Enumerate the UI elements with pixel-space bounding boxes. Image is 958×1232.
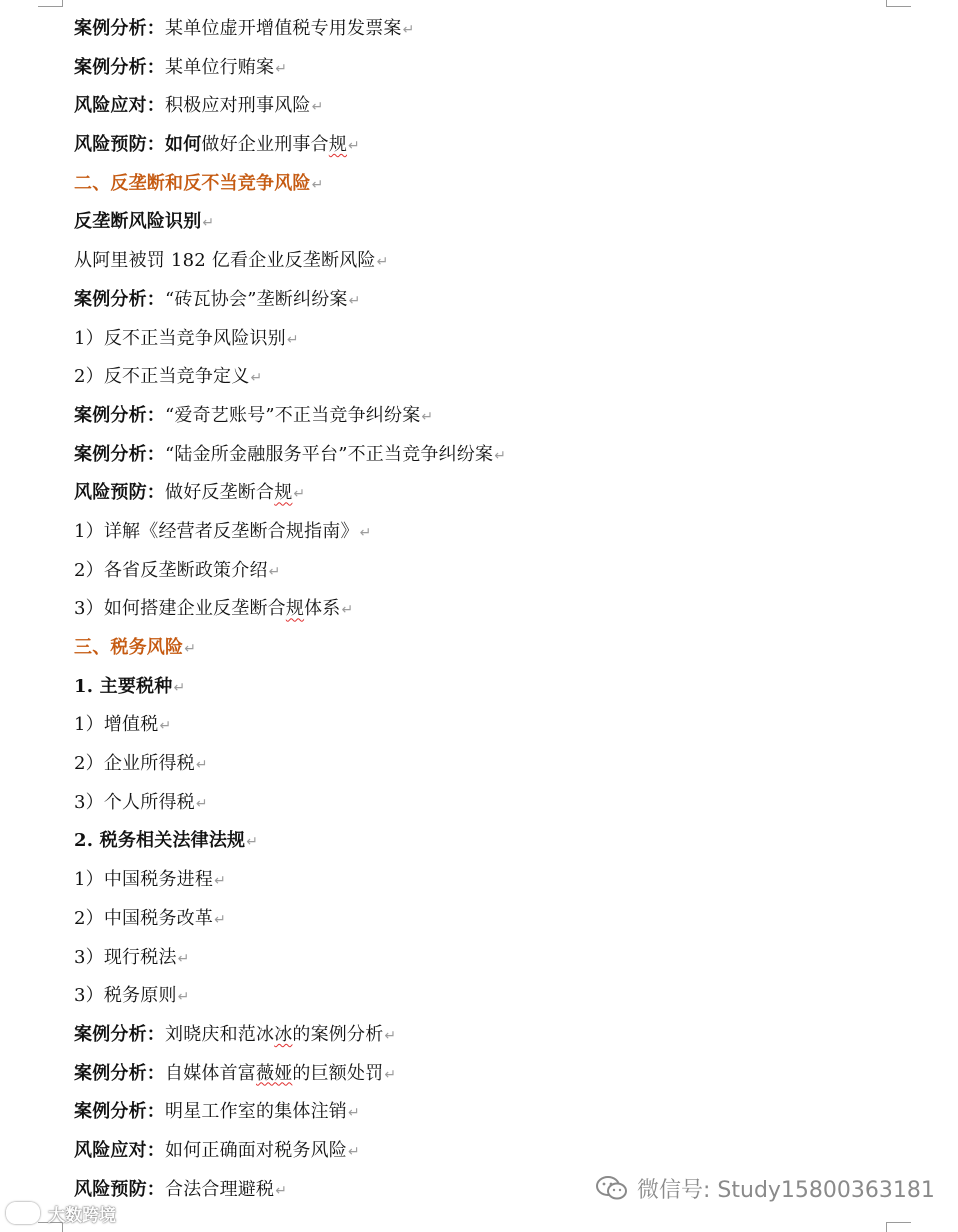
document-line[interactable]	[74, 861, 914, 900]
paragraph-mark-icon: ↵	[384, 1066, 397, 1083]
line-label: 案例分析：	[74, 56, 165, 78]
line-label: 风险应对：	[74, 95, 165, 117]
line-bold-text: 如何	[165, 134, 202, 156]
watermark-wechat	[595, 1172, 935, 1204]
paragraph-mark-icon: ↵	[494, 447, 507, 464]
paragraph-mark-icon: ↵	[293, 486, 306, 503]
document-line[interactable]	[74, 900, 914, 939]
line-text: 3）现行税法	[74, 946, 177, 968]
paragraph-mark-icon: ↵	[177, 950, 190, 967]
brand-logo-icon	[6, 1202, 40, 1224]
line-text: 1）反不正当竞争风险识别	[74, 327, 286, 349]
document-line[interactable]	[74, 203, 914, 242]
document-line[interactable]	[74, 939, 914, 978]
line-text: 如何正确面对税务风险	[165, 1139, 347, 1161]
line-text: 3）如何搭建企业反垄断合规体系	[74, 598, 341, 620]
line-text: 3）税务原则	[74, 985, 177, 1007]
line-text: 合法合理避税	[165, 1178, 275, 1200]
line-text: “陆金所金融服务平台”不正当竞争纠纷案	[165, 443, 494, 465]
line-text: 某单位虚开增值税专用发票案	[165, 18, 402, 39]
document-body[interactable]	[74, 10, 914, 1209]
line-text: 积极应对刑事风险	[165, 95, 311, 117]
line-text: 做好反垄断合规	[165, 482, 293, 504]
line-text: 2）各省反垄断政策介绍	[74, 559, 268, 581]
line-text: 刘晓庆和范冰冰的案例分析	[165, 1023, 384, 1045]
document-line[interactable]	[74, 436, 914, 475]
paragraph-mark-icon: ↵	[159, 718, 172, 735]
paragraph-mark-icon: ↵	[177, 989, 190, 1006]
paragraph-mark-icon: ↵	[341, 602, 354, 619]
line-label: 案例分析：	[74, 1101, 165, 1123]
line-label: 2. 税务相关法律法规	[74, 830, 246, 852]
document-line[interactable]	[74, 1132, 914, 1171]
line-text: 从阿里被罚 182 亿看企业反垄断风险	[74, 250, 376, 272]
paragraph-mark-icon: ↵	[402, 22, 415, 38]
document-line[interactable]	[74, 668, 914, 707]
document-line[interactable]	[74, 397, 914, 436]
line-label: 案例分析：	[74, 1062, 165, 1084]
line-text: 自媒体首富薇娅的巨额处罚	[165, 1062, 384, 1084]
line-label: 案例分析：	[74, 404, 165, 426]
paragraph-mark-icon: ↵	[268, 563, 281, 580]
document-line[interactable]	[74, 242, 914, 281]
section-heading[interactable]	[74, 165, 914, 204]
line-label: 风险预防：	[74, 482, 165, 504]
line-label: 案例分析：	[74, 443, 165, 465]
watermark-brand	[6, 1200, 116, 1226]
paragraph-mark-icon: ↵	[173, 679, 186, 696]
paragraph-mark-icon: ↵	[275, 1182, 288, 1199]
document-line[interactable]	[74, 590, 914, 629]
line-text: 2）中国税务改革	[74, 907, 214, 929]
paragraph-mark-icon: ↵	[286, 331, 299, 348]
line-text: 3）个人所得税	[74, 791, 195, 813]
page-corner-mark	[38, 0, 63, 7]
paragraph-mark-icon: ↵	[311, 99, 324, 116]
line-label: 1. 主要税种	[74, 675, 173, 697]
line-text: 2）反不正当竞争定义	[74, 366, 250, 388]
paragraph-mark-icon: ↵	[348, 1105, 360, 1122]
line-text: 1）中国税务进程	[74, 869, 214, 891]
document-line[interactable]	[74, 513, 914, 552]
section-heading-text: 三、税务风险	[74, 637, 184, 658]
paragraph-mark-icon: ↵	[348, 292, 361, 309]
watermark-wechat-text: 微信号: Study15800363181	[637, 1177, 935, 1203]
document-line[interactable]	[74, 126, 914, 165]
line-label: 案例分析：	[74, 288, 165, 310]
paragraph-mark-icon: ↵	[348, 1143, 360, 1160]
paragraph-mark-icon: ↵	[195, 795, 208, 812]
document-line[interactable]	[74, 706, 914, 745]
document-line[interactable]	[74, 1055, 914, 1094]
line-label: 案例分析：	[74, 18, 165, 39]
document-line[interactable]	[74, 745, 914, 784]
line-text: “爱奇艺账号”不正当竞争纠纷案	[165, 404, 421, 426]
paragraph-mark-icon: ↵	[195, 757, 208, 774]
paragraph-mark-icon: ↵	[376, 254, 389, 271]
paragraph-mark-icon: ↵	[184, 641, 197, 657]
section-heading-text: 二、反垄断和反不当竞争风险	[74, 172, 311, 194]
line-label: 案例分析：	[74, 1023, 165, 1045]
watermark-brand-text: 大数跨境	[48, 1205, 116, 1226]
paragraph-mark-icon: ↵	[202, 215, 215, 232]
page-corner-mark	[886, 0, 911, 7]
line-label: 风险预防：	[74, 134, 165, 156]
line-text: 明星工作室的集体注销	[165, 1101, 347, 1123]
paragraph-mark-icon: ↵	[421, 408, 434, 425]
line-label: 风险预防：	[74, 1178, 165, 1200]
paragraph-mark-icon: ↵	[214, 873, 226, 890]
document-line[interactable]	[74, 474, 914, 513]
document-line[interactable]	[74, 49, 914, 88]
line-text: 1）详解《经营者反垄断合规指南》	[74, 520, 359, 542]
document-line[interactable]	[74, 358, 914, 397]
paragraph-mark-icon: ↵	[384, 1027, 397, 1044]
document-line[interactable]	[74, 1016, 914, 1055]
document-line[interactable]	[74, 10, 914, 49]
line-text: 某单位行贿案	[165, 56, 275, 78]
document-line[interactable]	[74, 822, 914, 861]
paragraph-mark-icon: ↵	[359, 524, 372, 541]
document-line[interactable]	[74, 977, 914, 1016]
line-text: 2）企业所得税	[74, 753, 195, 775]
document-line[interactable]	[74, 1093, 914, 1132]
line-text: 1）增值税	[74, 714, 159, 736]
paragraph-mark-icon: ↵	[214, 911, 226, 928]
document-line[interactable]	[74, 87, 914, 126]
paragraph-mark-icon: ↵	[246, 834, 259, 851]
document-line[interactable]	[74, 320, 914, 359]
document-line[interactable]	[74, 784, 914, 823]
line-label: 反垄断风险识别	[74, 211, 202, 233]
paragraph-mark-icon: ↵	[275, 60, 288, 77]
paragraph-mark-icon: ↵	[348, 138, 360, 155]
line-text: “砖瓦协会”垄断纠纷案	[165, 288, 348, 310]
section-heading[interactable]	[74, 629, 914, 668]
paragraph-mark-icon: ↵	[250, 370, 263, 387]
line-text: 做好企业刑事合规	[201, 134, 348, 156]
document-line[interactable]	[74, 281, 914, 320]
line-label: 风险应对：	[74, 1139, 165, 1161]
document-line[interactable]	[74, 552, 914, 591]
wechat-icon	[595, 1175, 629, 1201]
paragraph-mark-icon: ↵	[311, 176, 324, 193]
